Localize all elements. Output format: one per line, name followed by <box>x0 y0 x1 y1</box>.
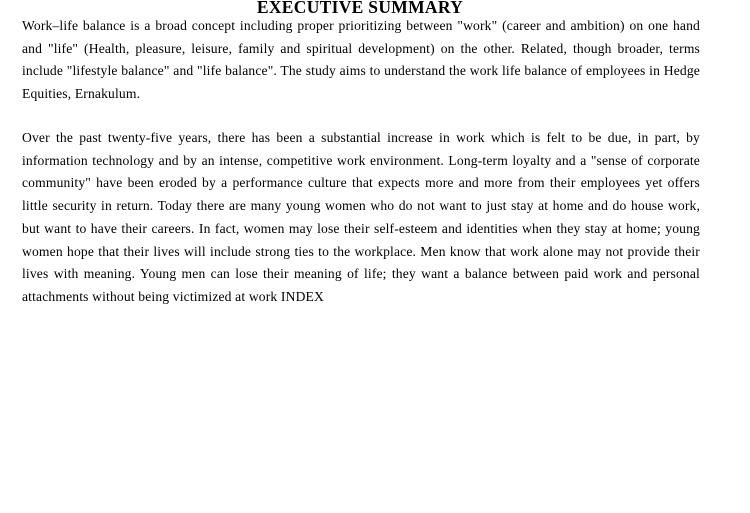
paragraph-background: Over the past twenty-five years, there has been a substantial increase in work which is felt to be due, in part, by information technology and by an intense, competitive work environment. Long-term loyalty and a "sense of corporate community" have been eroded by a performance culture that expects more and more from their employees yet offers little security in return. Today there are many young women who do not want to just stay at home and do house work, but want to have their careers. In fact, women may lose their self-esteem and identities when they stay at home; young women hope that their lives will include strong ties to the workplace. Men know that work alone may not provide their lives with meaning. Young men can lose their meaning of life; they want a balance between paid work and personal attachments without being victimized at work INDEX <box>22 130 700 304</box>
paragraph-intro: Work–life balance is a broad concept including proper prioritizing between "work" (career and ambition) on one hand and "life" (Health, pleasure, leisure, family and spiritual development) on the other. Related, though broader, terms include "lifestyle balance" and "life balance". The study aims to understand the work life balance of employees in Hedge Equities, Ernakulum. <box>22 18 700 102</box>
page-title: EXECUTIVE SUMMARY <box>256 0 464 17</box>
